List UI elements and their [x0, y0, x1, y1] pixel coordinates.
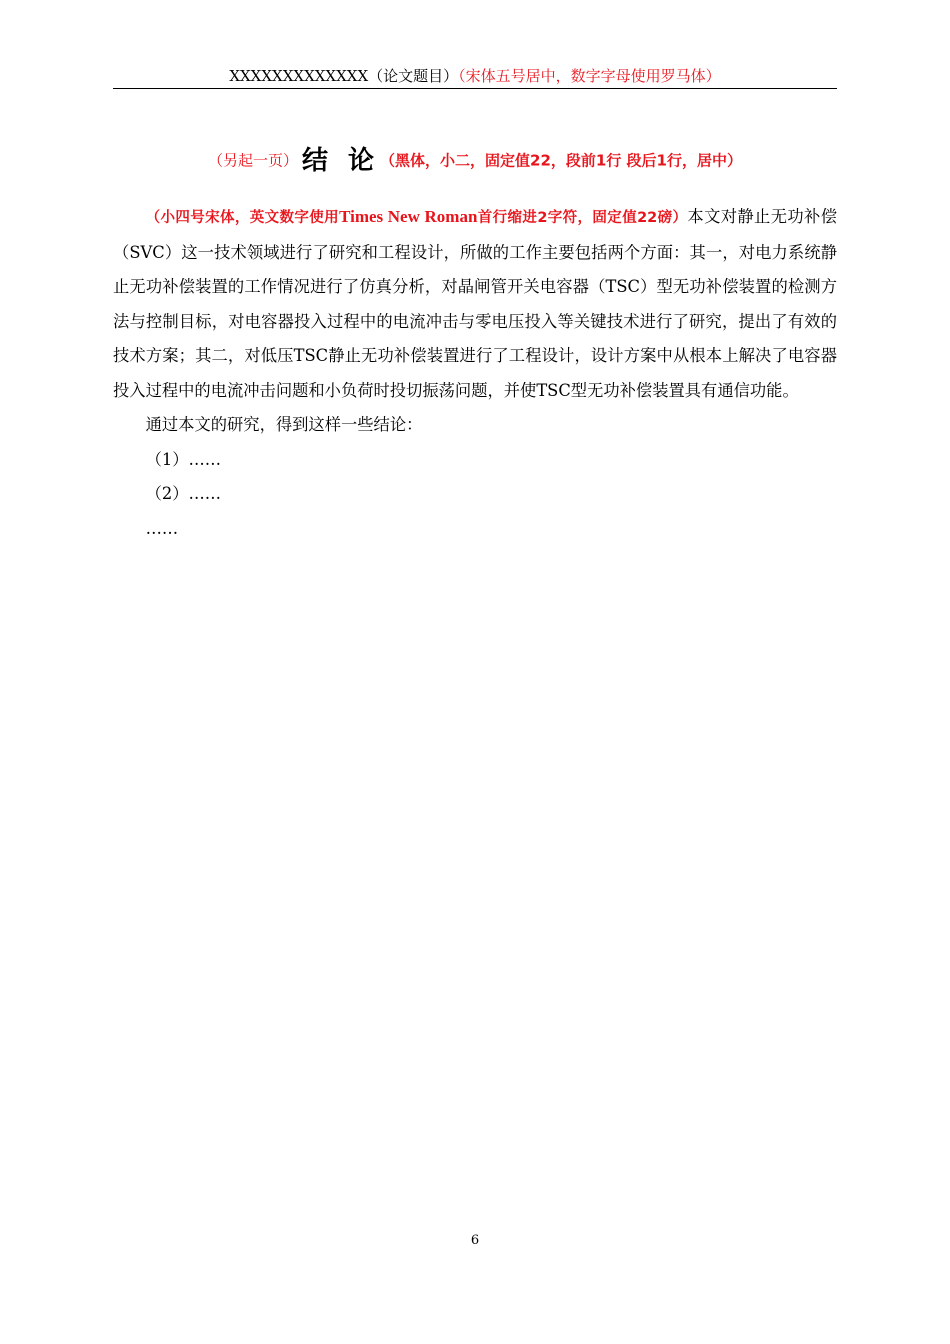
header-format-note: （宋体五号居中，数字字母使用罗马体） [458, 67, 721, 85]
page-number: 6 [470, 1233, 480, 1248]
format-note-part-3: 首行缩进2字符，固定值22磅） [477, 210, 688, 226]
heading-format-note: （黑体，小二，固定值22，段前1行 段后1行，居中） [380, 151, 742, 170]
paragraph-summary-text: 本文对静止无功补偿（SVC）这一技术领域进行了研究和工程设计，所做的工作主要包括两个方面：其一，对电力系统静止无功补偿装置的工作情况进行了仿真分析，对晶闸管开关电容器（TSC）型无功补偿装置的检测方法与控制目标，对电容器投入过程中的电流冲击与零电压投入等关键技术进行了研究，提出了有效的技术方案；其二，对低压TSC静止无功补偿装置进行了工程设计，设计方案中从根本上解决了电容器投入过程中的电流冲击问题和小负荷时投切振荡问题，并使TSC型无功补偿装置具有通信功能。 [113, 207, 837, 400]
body-text [113, 200, 837, 546]
format-note-font-name: Times New Roman [339, 207, 478, 226]
paragraph-conclusion-intro: 通过本文的研究，得到这样一些结论： [145, 415, 423, 434]
format-note-part-1: （小四号宋体，英文数字使用 [145, 210, 340, 226]
list-item: …… [145, 518, 179, 538]
heading-prefix-note: （另起一页） [207, 151, 298, 170]
paragraph-summary [113, 200, 837, 408]
chapter-heading [113, 138, 837, 182]
chapter-title: 结论 [302, 145, 395, 176]
header-title: XXXXXXXXXXXXX（论文题目） [229, 67, 459, 85]
paragraph-format-note [145, 207, 688, 226]
list-item: （2）…… [145, 484, 222, 503]
page-header [113, 64, 837, 89]
list-item: （1）…… [145, 449, 222, 469]
